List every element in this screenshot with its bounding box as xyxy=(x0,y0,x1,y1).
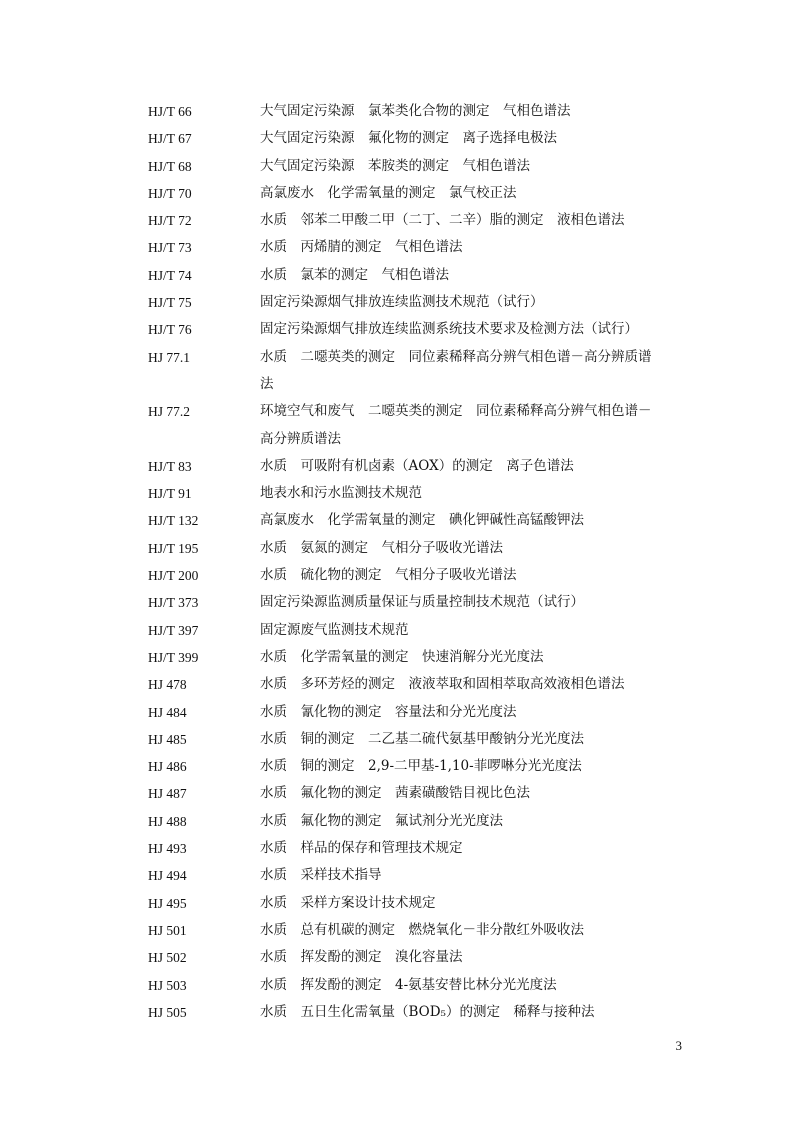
standard-row xyxy=(148,972,688,999)
standard-title xyxy=(260,835,688,862)
standard-row xyxy=(148,699,688,726)
standard-code: HJ 494 xyxy=(148,868,187,884)
standard-title xyxy=(260,98,688,125)
standard-code: HJ 487 xyxy=(148,786,187,802)
standard-code: HJ/T 83 xyxy=(148,458,192,474)
standard-code: HJ 505 xyxy=(148,1004,187,1020)
standard-code: HJ 77.2 xyxy=(148,404,191,420)
standard-title xyxy=(260,125,688,152)
standard-title xyxy=(260,944,688,971)
standard-row xyxy=(148,289,688,316)
standard-code: HJ/T 399 xyxy=(148,649,199,665)
standard-title-line: 水质 总有机碳的测定 燃烧氧化－非分散红外吸收法 xyxy=(260,921,584,938)
standard-row xyxy=(148,180,688,207)
standard-title-line: 水质 挥发酚的测定 4-氨基安替比林分光光度法 xyxy=(260,976,557,993)
standard-title-line: 水质 可吸附有机卤素（AOX）的测定 离子色谱法 xyxy=(260,457,574,474)
standard-row xyxy=(148,862,688,889)
standard-row xyxy=(148,890,688,917)
standard-title xyxy=(260,671,688,698)
standard-title-line: 法 xyxy=(260,375,274,392)
standard-row xyxy=(148,780,688,807)
standard-code: HJ 501 xyxy=(148,922,187,938)
standard-title-line: 水质 采样技术指导 xyxy=(260,867,382,884)
standard-title xyxy=(260,699,688,726)
standard-code: HJ 77.1 xyxy=(148,349,191,365)
standard-row xyxy=(148,999,688,1026)
standard-title xyxy=(260,262,688,289)
standard-title-line: 固定污染源监测质量保证与质量控制技术规范（试行） xyxy=(260,594,584,611)
standard-code: HJ 495 xyxy=(148,895,187,911)
standard-title xyxy=(260,480,688,507)
standard-title xyxy=(260,234,688,261)
standard-code: HJ/T 72 xyxy=(148,213,192,229)
standard-title-line: 水质 化学需氧量的测定 快速消解分光光度法 xyxy=(260,648,544,665)
standard-title-line: 水质 样品的保存和管理技术规定 xyxy=(260,840,463,857)
standard-title xyxy=(260,917,688,944)
standard-title-line: 固定源废气监测技术规范 xyxy=(260,621,409,638)
standard-title-line: 水质 邻苯二甲酸二甲（二丁、二辛）脂的测定 液相色谱法 xyxy=(260,212,625,229)
standard-title-line: 高氯废水 化学需氧量的测定 氯气校正法 xyxy=(260,184,517,201)
standard-row xyxy=(148,535,688,562)
standard-title xyxy=(260,453,688,480)
standard-title xyxy=(260,153,688,180)
standard-title-line: 水质 氨氮的测定 气相分子吸收光谱法 xyxy=(260,539,503,556)
standard-title xyxy=(260,398,688,453)
standard-code: HJ 485 xyxy=(148,731,187,747)
standard-title xyxy=(260,589,688,616)
standard-title-line: 大气固定污染源 氯苯类化合物的测定 气相色谱法 xyxy=(260,103,571,119)
standard-title-line: 水质 采样方案设计技术规定 xyxy=(260,894,436,911)
standard-title xyxy=(260,862,688,889)
standard-title xyxy=(260,644,688,671)
standard-title xyxy=(260,507,688,534)
standard-title xyxy=(260,617,688,644)
standard-row xyxy=(148,262,688,289)
standard-title-line: 水质 多环芳烃的测定 液液萃取和固相萃取高效液相色谱法 xyxy=(260,676,625,693)
standard-title-line: 水质 铜的测定 2,9-二甲基-1,10-菲啰啉分光光度法 xyxy=(260,758,582,775)
standard-title xyxy=(260,344,688,399)
standard-title xyxy=(260,289,688,316)
standard-code: HJ 486 xyxy=(148,759,187,775)
standard-title xyxy=(260,972,688,999)
standard-title-line: 大气固定污染源 氟化物的测定 离子选择电极法 xyxy=(260,130,557,147)
standard-row xyxy=(148,398,688,453)
standard-row xyxy=(148,644,688,671)
standard-title-line: 水质 硫化物的测定 气相分子吸收光谱法 xyxy=(260,567,517,584)
standard-code: HJ 478 xyxy=(148,677,187,693)
standard-title-line: 水质 氟化物的测定 茜素磺酸锆目视比色法 xyxy=(260,785,530,802)
standard-title-line: 水质 氰化物的测定 容量法和分光光度法 xyxy=(260,703,517,720)
standard-title xyxy=(260,207,688,234)
standard-row xyxy=(148,207,688,234)
standard-title xyxy=(260,999,688,1026)
standard-row xyxy=(148,835,688,862)
standard-title xyxy=(260,535,688,562)
standard-row xyxy=(148,507,688,534)
standard-code: HJ 502 xyxy=(148,950,187,966)
standard-row xyxy=(148,480,688,507)
standard-title xyxy=(260,562,688,589)
standard-code: HJ 493 xyxy=(148,841,187,857)
standard-row xyxy=(148,344,688,399)
standard-title xyxy=(260,753,688,780)
standard-row xyxy=(148,671,688,698)
standards-list xyxy=(148,98,688,1026)
standard-title-line: 水质 铜的测定 二乙基二硫代氨基甲酸钠分光光度法 xyxy=(260,730,584,747)
standard-code: HJ/T 397 xyxy=(148,622,199,638)
standard-title xyxy=(260,780,688,807)
standard-code: HJ/T 91 xyxy=(148,486,192,502)
standard-row xyxy=(148,98,688,125)
standard-title-line: 水质 二噁英类的测定 同位素稀释高分辨气相色谱－高分辨质谱 xyxy=(260,348,652,365)
standard-code: HJ/T 66 xyxy=(148,104,192,119)
standard-code: HJ 488 xyxy=(148,813,187,829)
standard-code: HJ 503 xyxy=(148,977,187,993)
standard-code: HJ/T 74 xyxy=(148,267,192,283)
page-number: 3 xyxy=(675,1038,682,1053)
standard-code: HJ/T 195 xyxy=(148,540,199,556)
standard-row xyxy=(148,917,688,944)
standard-code: HJ/T 132 xyxy=(148,513,199,529)
standard-title-line: 水质 五日生化需氧量（BOD₅）的测定 稀释与接种法 xyxy=(260,1003,595,1020)
standard-title-line: 高氯废水 化学需氧量的测定 碘化钾碱性高锰酸钾法 xyxy=(260,512,584,529)
standard-title xyxy=(260,808,688,835)
standard-row xyxy=(148,617,688,644)
standard-title xyxy=(260,890,688,917)
standard-code: HJ 484 xyxy=(148,704,187,720)
standard-title-line: 水质 丙烯腈的测定 气相色谱法 xyxy=(260,239,463,256)
standard-title-line: 固定污染源烟气排放连续监测技术规范（试行） xyxy=(260,294,544,311)
standard-code: HJ/T 70 xyxy=(148,185,192,201)
standard-row xyxy=(148,125,688,152)
standard-code: HJ/T 67 xyxy=(148,131,192,147)
standard-row xyxy=(148,753,688,780)
standard-title-line: 水质 氟化物的测定 氟试剂分光光度法 xyxy=(260,812,503,829)
standard-row xyxy=(148,808,688,835)
standard-code: HJ/T 75 xyxy=(148,295,192,311)
standard-code: HJ/T 373 xyxy=(148,595,199,611)
standard-row xyxy=(148,316,688,343)
standard-title-line: 高分辨质谱法 xyxy=(260,430,341,447)
standard-row xyxy=(148,726,688,753)
standard-title xyxy=(260,316,688,343)
standard-row xyxy=(148,562,688,589)
standard-title-line: 大气固定污染源 苯胺类的测定 气相色谱法 xyxy=(260,157,530,174)
standard-code: HJ/T 200 xyxy=(148,568,199,584)
standard-title xyxy=(260,726,688,753)
standard-code: HJ/T 73 xyxy=(148,240,192,256)
standard-title-line: 固定污染源烟气排放连续监测系统技术要求及检测方法（试行） xyxy=(260,321,638,338)
standard-title-line: 水质 氯苯的测定 气相色谱法 xyxy=(260,266,449,283)
standard-title-line: 水质 挥发酚的测定 溴化容量法 xyxy=(260,949,463,966)
standard-row xyxy=(148,944,688,971)
standard-title xyxy=(260,180,688,207)
standard-title-line: 地表水和污水监测技术规范 xyxy=(260,485,422,502)
standard-row xyxy=(148,589,688,616)
standard-code: HJ/T 68 xyxy=(148,158,192,174)
standard-row xyxy=(148,453,688,480)
standard-row xyxy=(148,153,688,180)
standard-code: HJ/T 76 xyxy=(148,322,192,338)
standard-row xyxy=(148,234,688,261)
standard-title-line: 环境空气和废气 二噁英类的测定 同位素稀释高分辨气相色谱－ xyxy=(260,403,652,420)
